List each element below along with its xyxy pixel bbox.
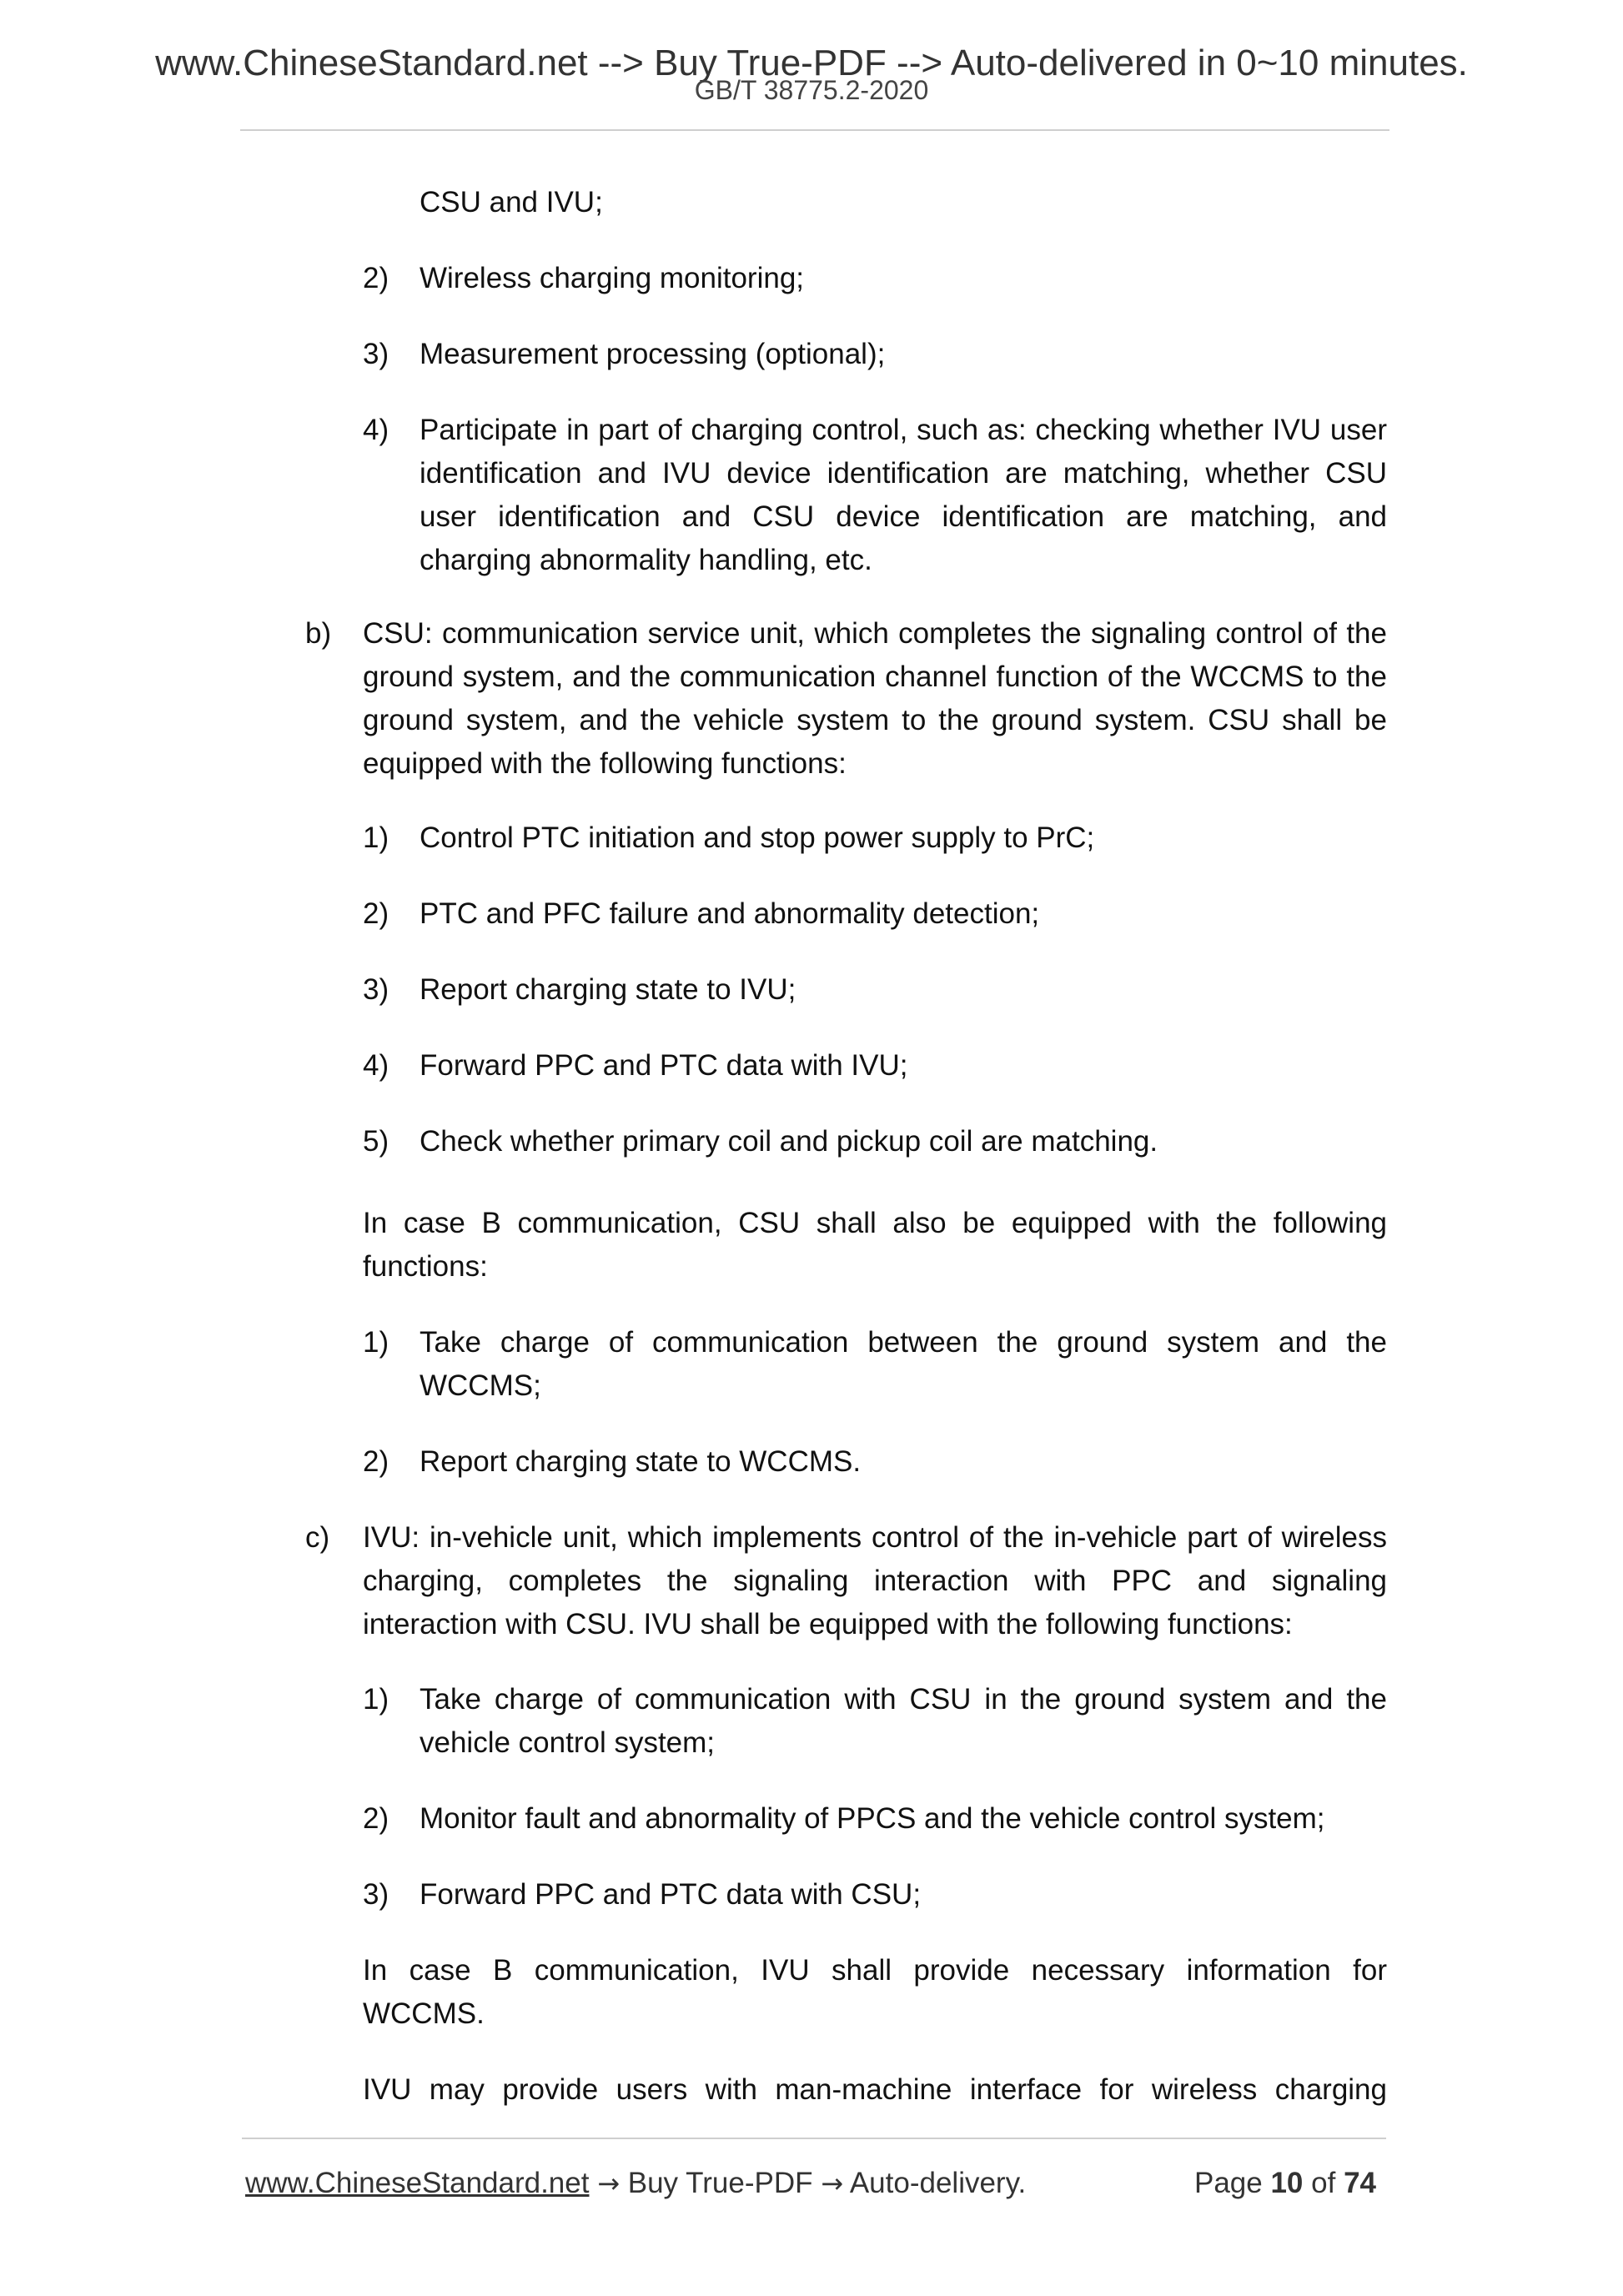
list-item-number: 4) xyxy=(363,1049,389,1082)
document-id: GB/T 38775.2-2020 xyxy=(694,75,929,105)
list-item-text: Control PTC initiation and stop power supply to PrC; xyxy=(420,821,1095,854)
list-item-number: 1) xyxy=(363,821,389,854)
list-item-number: 3) xyxy=(363,338,389,370)
arrow-right-icon: → xyxy=(821,2168,844,2199)
list-item-text: Take charge of communication between the ground system and the WCCMS; xyxy=(420,1326,1387,1402)
page-word: Page xyxy=(1193,2167,1263,2199)
arrow-right-icon: → xyxy=(597,2168,621,2199)
clause-label-b: b) xyxy=(305,617,332,650)
list-item-number: 1) xyxy=(363,1326,389,1359)
page-indicator xyxy=(1194,2162,1376,2205)
list-item-text: Measurement processing (optional); xyxy=(420,338,886,370)
footer-site-link[interactable]: www.ChineseStandard.net xyxy=(245,2167,590,2199)
list-item-text: Take charge of communication with CSU in the ground system and the vehicle control system; xyxy=(420,1683,1387,1759)
list-item-text: Forward PPC and PTC data with CSU; xyxy=(420,1878,922,1911)
trailing-paragraph: IVU may provide users with man-machine interface for wireless charging xyxy=(363,2073,1387,2106)
clause-c-text: IVU: in-vehicle unit, which implements control of the in-vehicle part of wireless charging, completes the signaling interaction with PPC and signaling interaction with CSU. IVU shall be equipped with the following functions: xyxy=(363,1521,1387,1640)
list-item-number: 2) xyxy=(363,1445,389,1478)
list-item-number: 3) xyxy=(363,1878,389,1911)
list-item-number: 3) xyxy=(363,973,389,1006)
clause-label-c: c) xyxy=(305,1521,330,1554)
footer-left xyxy=(245,2162,1026,2205)
list-item-number: 2) xyxy=(363,1802,389,1835)
list-item-text: PTC and PFC failure and abnormality detection; xyxy=(420,897,1040,930)
footer-delivery-text: Auto-delivery. xyxy=(849,2167,1027,2199)
list-item-number: 2) xyxy=(363,262,389,294)
case-b-paragraph: In case B communication, CSU shall also be equipped with the following functions: xyxy=(363,1207,1387,1283)
of-word: of xyxy=(1311,2167,1336,2199)
list-item-number: 2) xyxy=(363,897,389,930)
list-item-text: Check whether primary coil and pickup coil are matching. xyxy=(420,1125,1158,1158)
footer-divider xyxy=(242,2138,1386,2139)
list-item-text: Monitor fault and abnormality of PPCS and the vehicle control system; xyxy=(420,1802,1325,1835)
footer-buy-text: Buy True-PDF xyxy=(627,2167,813,2199)
list-item-text: Report charging state to WCCMS. xyxy=(420,1445,862,1478)
page-total: 74 xyxy=(1344,2167,1376,2199)
case-b-paragraph: In case B communication, IVU shall provide necessary information for WCCMS. xyxy=(363,1954,1387,2030)
list-item-text: Wireless charging monitoring; xyxy=(420,262,805,294)
continuation-text: CSU and IVU; xyxy=(420,186,603,219)
page-number: 10 xyxy=(1270,2167,1304,2199)
list-item-text: Report charging state to IVU; xyxy=(420,973,796,1006)
list-item-text: Forward PPC and PTC data with IVU; xyxy=(420,1049,908,1082)
list-item-number: 4) xyxy=(363,414,389,446)
list-item-number: 1) xyxy=(363,1683,389,1716)
list-item-number: 5) xyxy=(363,1125,389,1158)
site-banner: www.ChineseStandard.net --> Buy True-PDF --> Auto-delivered in 0~10 minutes. xyxy=(155,43,1468,83)
list-item-text: Participate in part of charging control, such as: checking whether IVU user identification and IVU device identification are matching, whether CSU user identification and CSU device identification are matching, and charging abnormality handling, etc. xyxy=(420,414,1387,576)
clause-b-text: CSU: communication service unit, which completes the signaling control of the ground system, and the communication channel function of the WCCMS to the ground system, and the vehicle system to the ground system. CSU shall be equipped with the following functions: xyxy=(363,617,1387,780)
